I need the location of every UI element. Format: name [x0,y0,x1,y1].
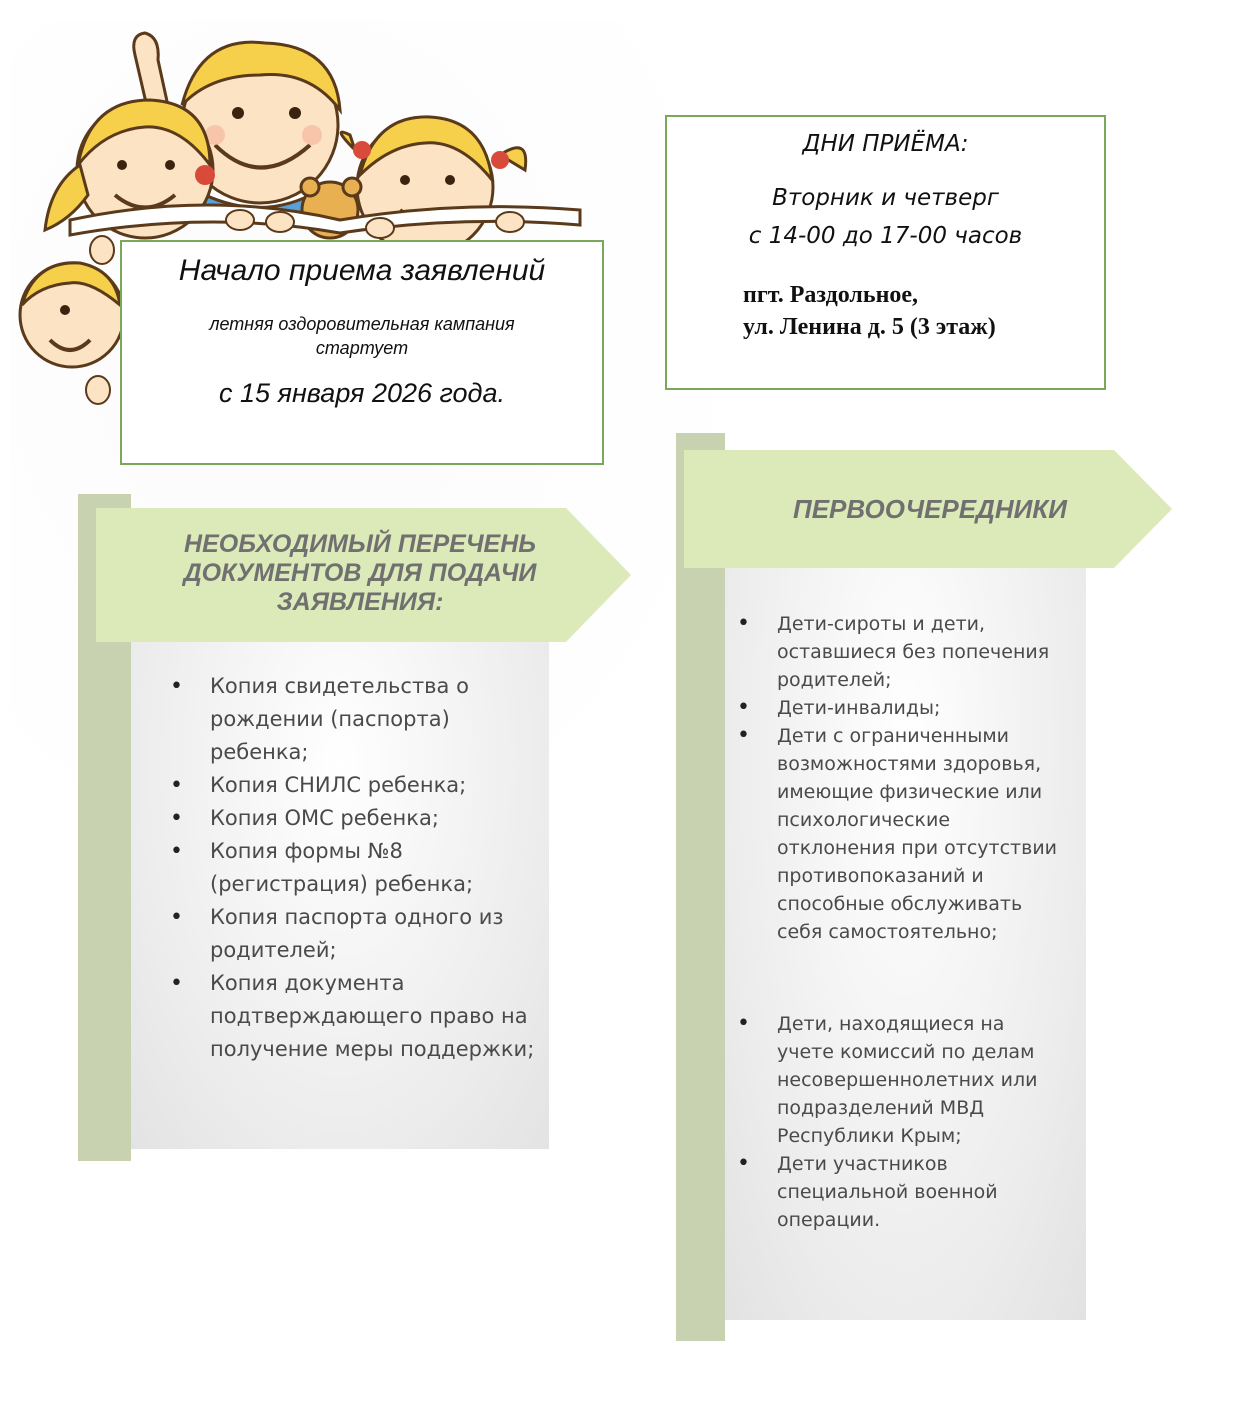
list-item: • Копия формы №8 (регистрация) ребенка; [168,835,538,901]
redacted-gap [735,946,1065,1010]
list-item: • Дети, находящиеся на учете комиссий по делам несовершеннолетних или подразделений МВД Республики Крым; [735,1010,1065,1150]
start-subtitle: летняя оздоровительная кампания стартует [209,314,515,358]
priority-list [735,610,1065,1234]
list-item: • Копия свидетельства о рождении (паспорта) ребенка; [168,670,538,769]
list-item: • Дети с ограниченными возможностями здоровья, имеющие физические или психологические отклонения при отсутствии противопоказаний и способные обслуживать себя самостоятельно; [735,722,1065,946]
list-item: • Копия паспорта одного из родителей; [168,901,538,967]
list-item: • Копия документа подтверждающего право на получение меры поддержки; [168,967,538,1066]
reception-address [743,279,1083,343]
priority-heading: ПЕРВООЧЕРЕДНИКИ [793,494,1067,524]
list-item: • Дети-инвалиды; [735,694,1065,722]
start-date: с 15 января 2026 года. [218,378,505,408]
documents-list [168,670,538,1066]
start-title: Начало приема заявлений [178,254,546,287]
list-item: • Копия СНИЛС ребенка; [168,769,538,802]
list-item: • Копия ОМС ребенка; [168,802,538,835]
reception-days: Вторник и четверг [772,185,999,211]
reception-days-title: ДНИ ПРИЁМА: [802,131,969,157]
priority-side-bar [676,433,725,1341]
reception-hours: с 14-00 до 17-00 часов [748,223,1023,249]
documents-heading: НЕОБХОДИМЫЙ ПЕРЕЧЕНЬ ДОКУМЕНТОВ ДЛЯ ПОДАЧИ ЗАЯВЛЕНИЯ: [183,530,537,616]
address-line-2: ул. Ленина д. 5 (3 этаж) [743,314,996,340]
start-announcement-box [120,240,604,465]
reception-days-box [665,115,1106,390]
address-line-1: пгт. Раздольное, [743,282,919,308]
list-item: • Дети участников специальной военной операции. [735,1150,1065,1234]
list-item: • Дети-сироты и дети, оставшиеся без попечения родителей; [735,610,1065,694]
